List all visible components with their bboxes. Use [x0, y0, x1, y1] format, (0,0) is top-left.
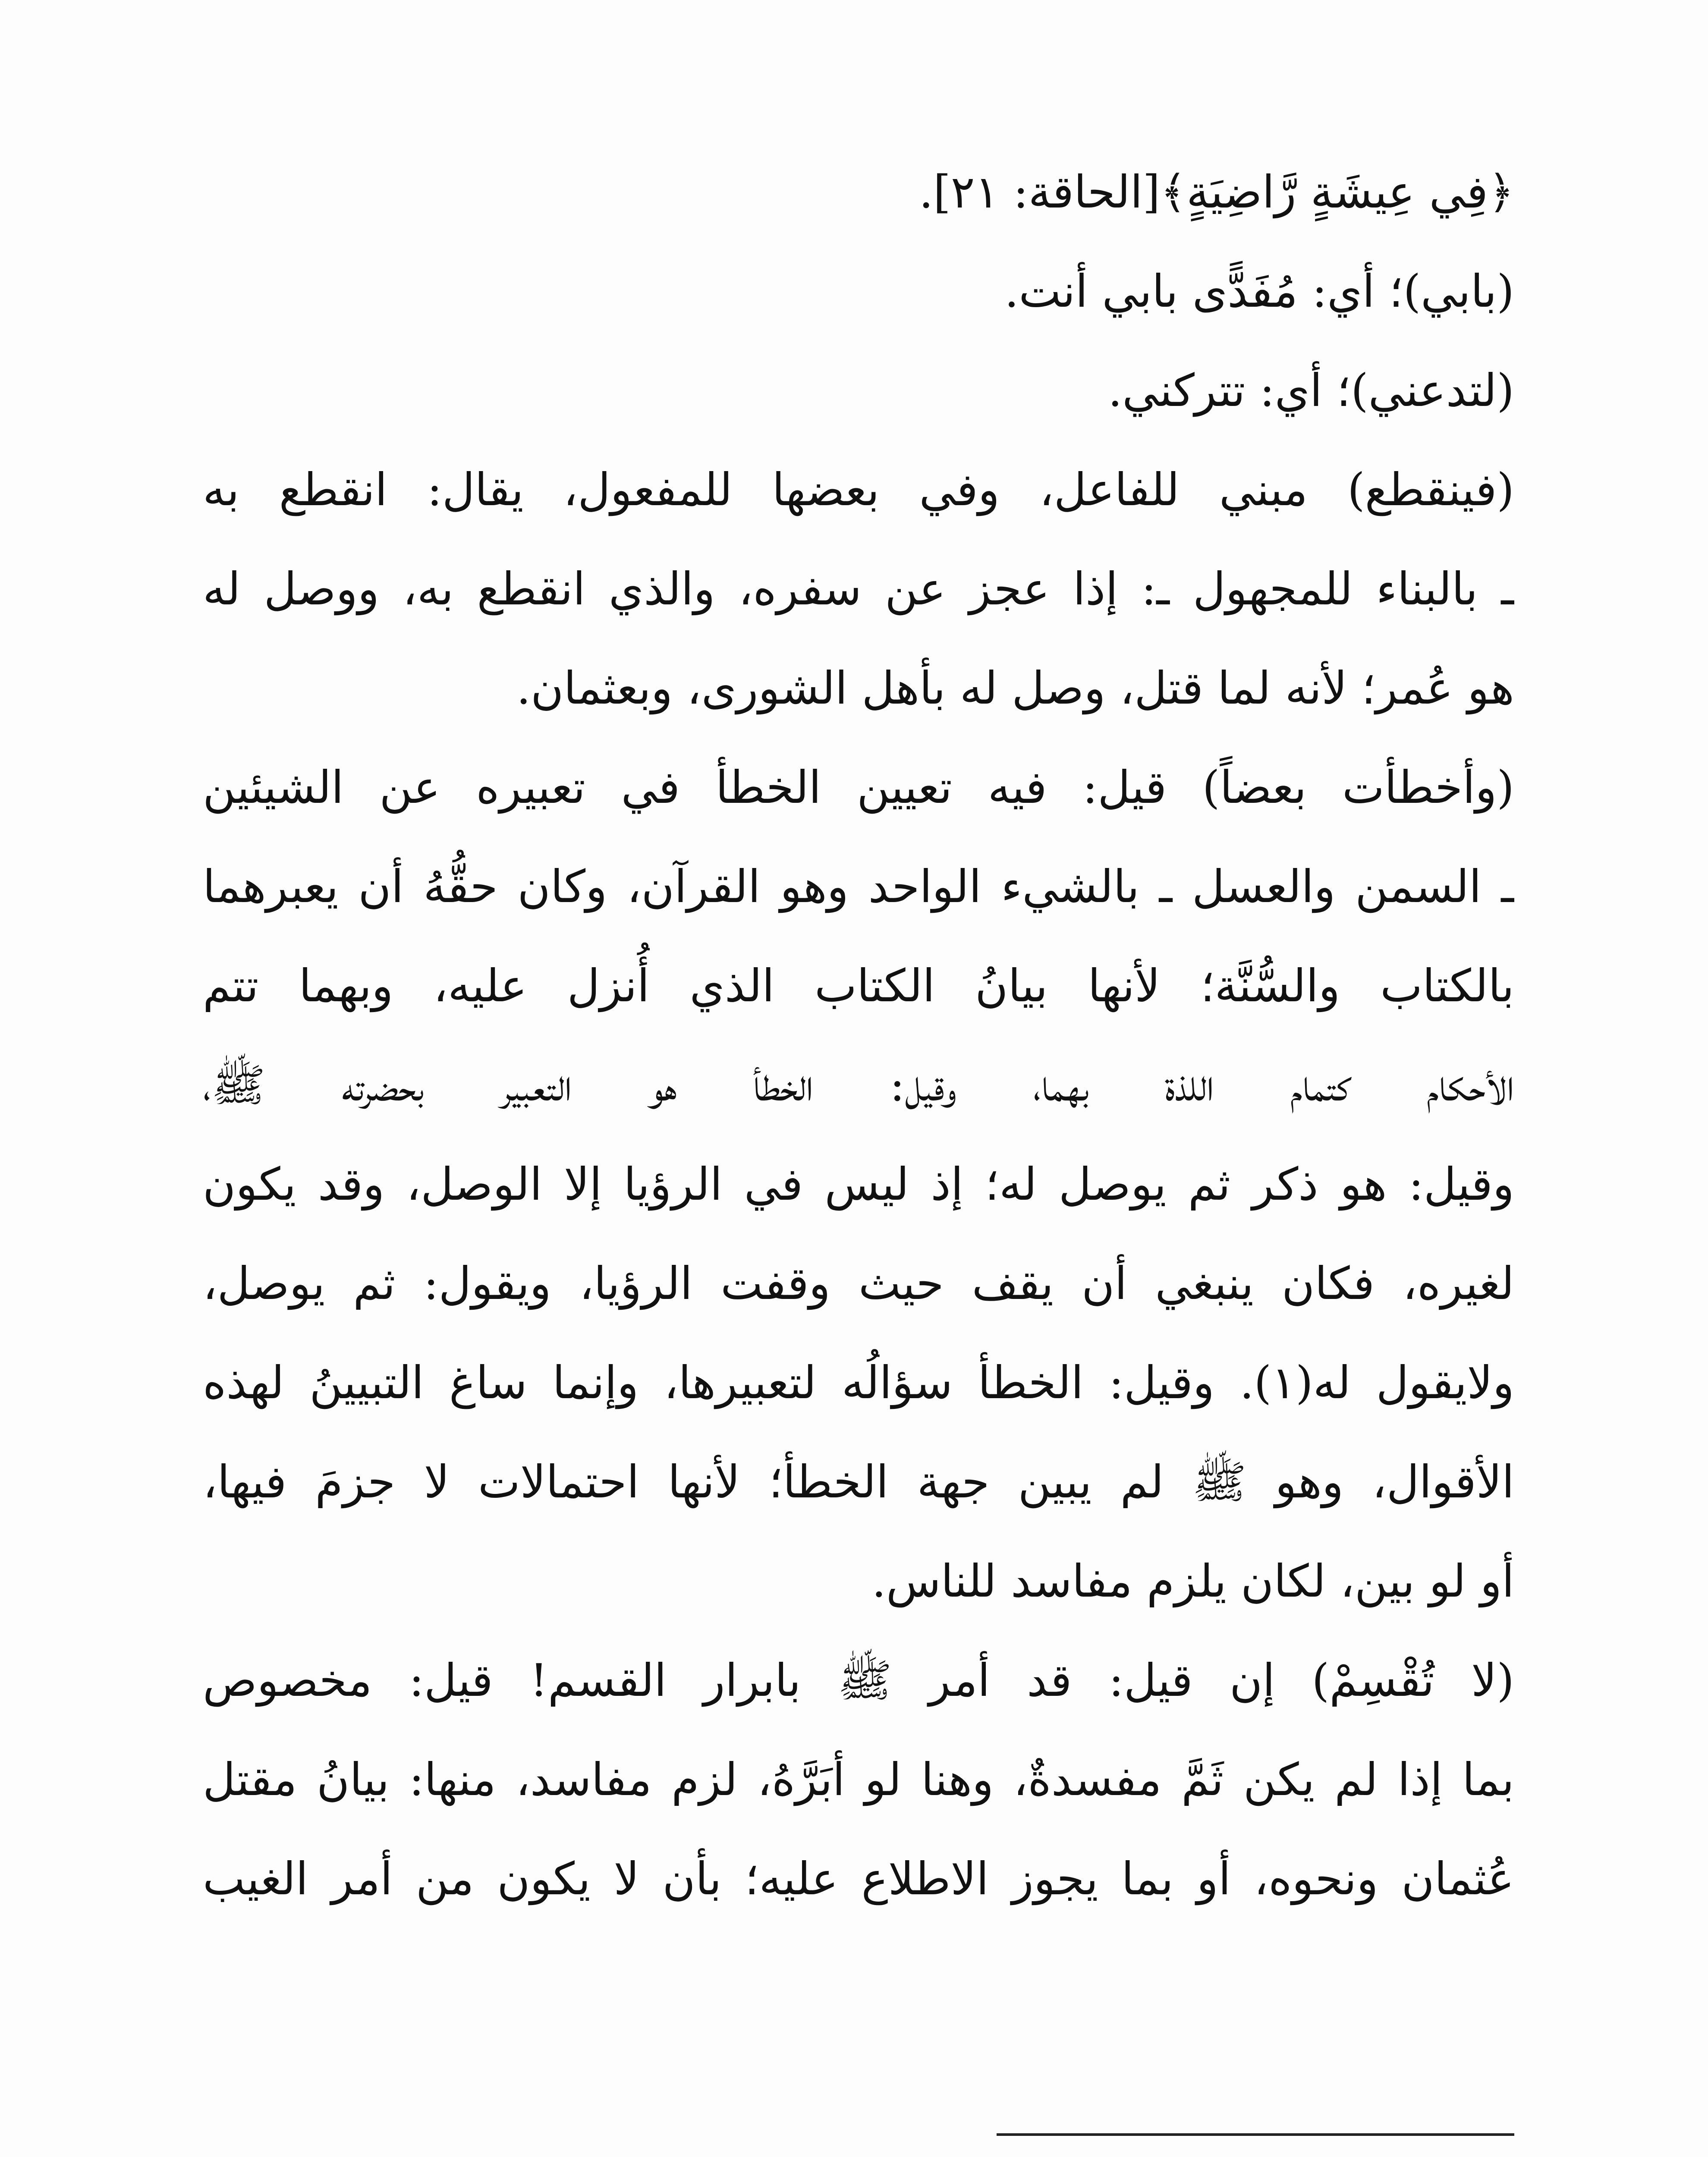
text-line: ﴿فِي عِيشَةٍ رَّاضِيَةٍ﴾[الحاقة: ٢١].: [919, 166, 1514, 218]
text-line: عُثمان ونحوه، أو بما يجوز الاطلاع عليه؛ بأن لا يكون من أمر الغيب: [203, 1852, 1514, 1905]
text-line: بالكتاب والسُّنَّة؛ لأنها بيانُ الكتاب الذي أُنزل عليه، وبهما تتم: [203, 959, 1514, 1012]
main-text: [203, 142, 1514, 1928]
text-line: الأقوال، وهو ﷺ لم يبين جهة الخطأ؛ لأنها احتمالات لا جزمَ فيها،: [203, 1456, 1514, 1508]
text-line: أو لو بين، لكان يلزم مفاسد للناس.: [871, 1555, 1514, 1607]
text-line: (بابي)؛ أي: مُفَدًّى بابي أنت.: [1004, 265, 1514, 318]
text-line: الأحكام كتمام اللذة بهما، وقيل: الخطأ هو التعبير بحضرته ﷺ،: [203, 1059, 1514, 1111]
text-line: (فينقطع) مبني للفاعل، وفي بعضها للمفعول، يقال: انقطع به: [203, 463, 1514, 516]
text-line: (لتدعني)؛ أي: تتركني.: [1108, 364, 1514, 417]
text-line: (لا تُقْسِمْ) إن قيل: قد أمر ﷺ بابرار القسم! قيل: مخصوص: [203, 1654, 1514, 1707]
text-line: وقيل: هو ذكر ثم يوصل له؛ إذ ليس في الرؤيا إلا الوصل، وقد يكون: [203, 1158, 1514, 1211]
footnote-divider: [997, 2133, 1514, 2136]
text-line: ـ السمن والعسل ـ بالشيء الواحد وهو القرآن، وكان حقُّهُ أن يعبرهما: [203, 860, 1514, 913]
footnote: [203, 2153, 1514, 2157]
text-line: لغيره، فكان ينبغي أن يقف حيث وقفت الرؤيا، ويقول: ثم يوصل،: [203, 1257, 1514, 1310]
text-line: ـ بالبناء للمجهول ـ: إذا عجز عن سفره، والذي انقطع به، ووصل له: [203, 563, 1514, 615]
text-line: (وأخطأت بعضاً) قيل: فيه تعيين الخطأ في تعبيره عن الشيئين: [203, 761, 1514, 814]
text-line: هو عُمر؛ لأنه لما قتل، وصل له بأهل الشورى، وبعثمان.: [516, 662, 1514, 714]
text-line: بما إذا لم يكن ثَمَّ مفسدةٌ، وهنا لو أبَرَّهُ، لزم مفاسد، منها: بيانُ مقتل: [203, 1753, 1514, 1806]
text-line: ولايقول له(١). وقيل: الخطأ سؤالُه لتعبيرها، وإنما ساغ التبيينُ لهذه: [203, 1356, 1514, 1409]
